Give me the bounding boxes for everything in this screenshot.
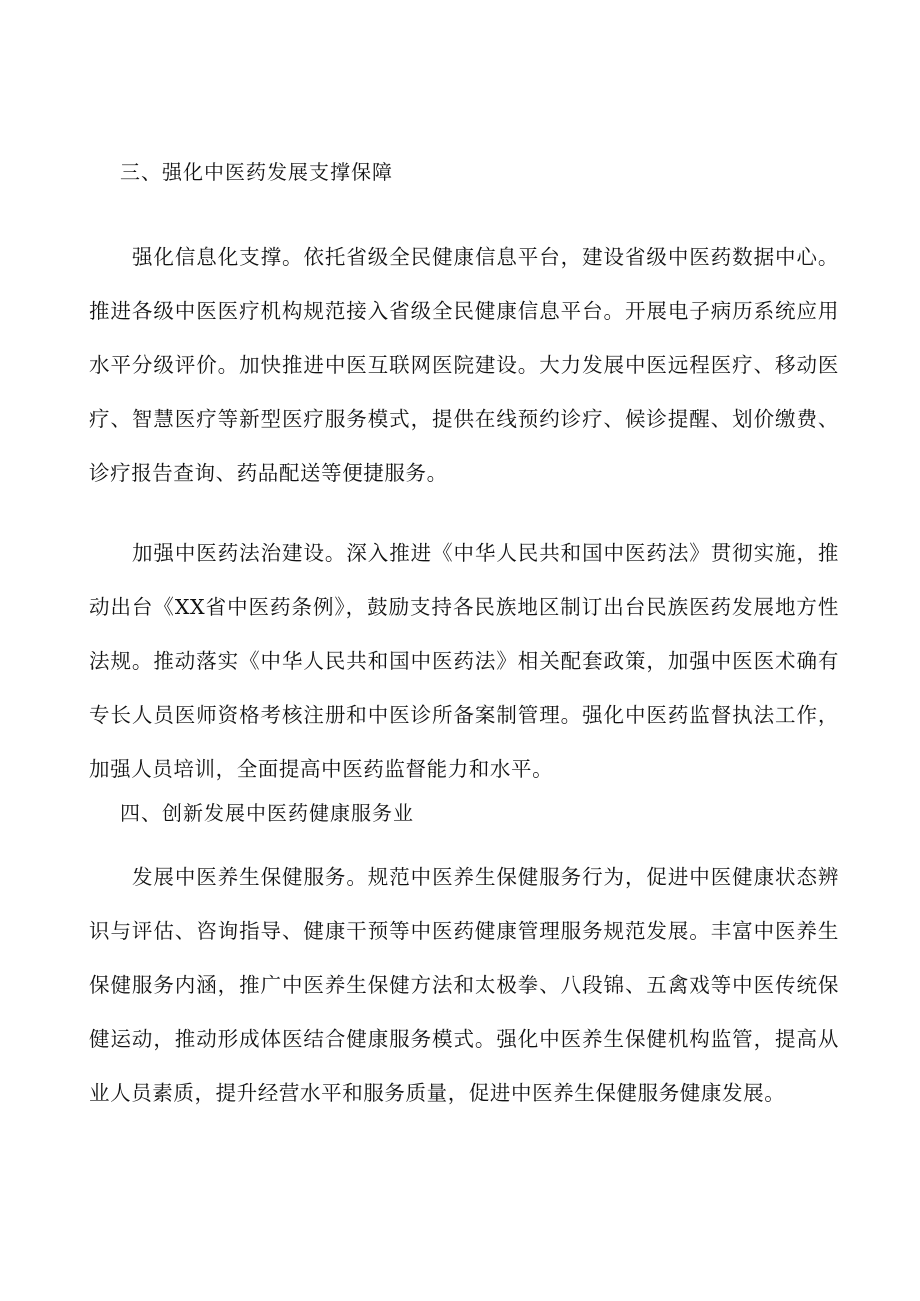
section-heading-3: 三、强化中医药发展支撑保障 [120, 160, 393, 184]
paragraph-rule-of-law: 加强中医药法治建设。深入推进《中华人民共和国中医药法》贯彻实施，推动出台《XX省中医药条例》，鼓励支持各民族地区制订出台民族医药发展地方性法规。推动落实《中华人民共和国中医药法》相关配套政策，加强中医医术确有专长人员医师资格考核注册和中医诊所备案制管理。强化中医药监督执法工作，加强人员培训，全面提高中医药监督能力和水平。 [89, 540, 839, 781]
section-heading-4: 四、创新发展中医药健康服务业 [120, 801, 414, 825]
paragraph-informatization: 强化信息化支撑。依托省级全民健康信息平台，建设省级中医药数据中心。推进各级中医医疗机构规范接入省级全民健康信息平台。开展电子病历系统应用水平分级评价。加快推进中医互联网医院建设。大力发展中医远程医疗、移动医疗、智慧医疗等新型医疗服务模式，提供在线预约诊疗、候诊提醒、划价缴费、诊疗报告查询、药品配送等便捷服务。 [89, 244, 839, 485]
paragraph-health-preservation: 发展中医养生保健服务。规范中医养生保健服务行为，促进中医健康状态辨识与评估、咨询指导、健康干预等中医药健康管理服务规范发展。丰富中医养生保健服务内涵，推广中医养生保健方法和太极拳、八段锦、五禽戏等中医传统保健运动，推动形成体医结合健康服务模式。强化中医养生保健机构监管，提高从业人员素质，提升经营水平和服务质量，促进中医养生保健服务健康发展。 [89, 864, 839, 1105]
